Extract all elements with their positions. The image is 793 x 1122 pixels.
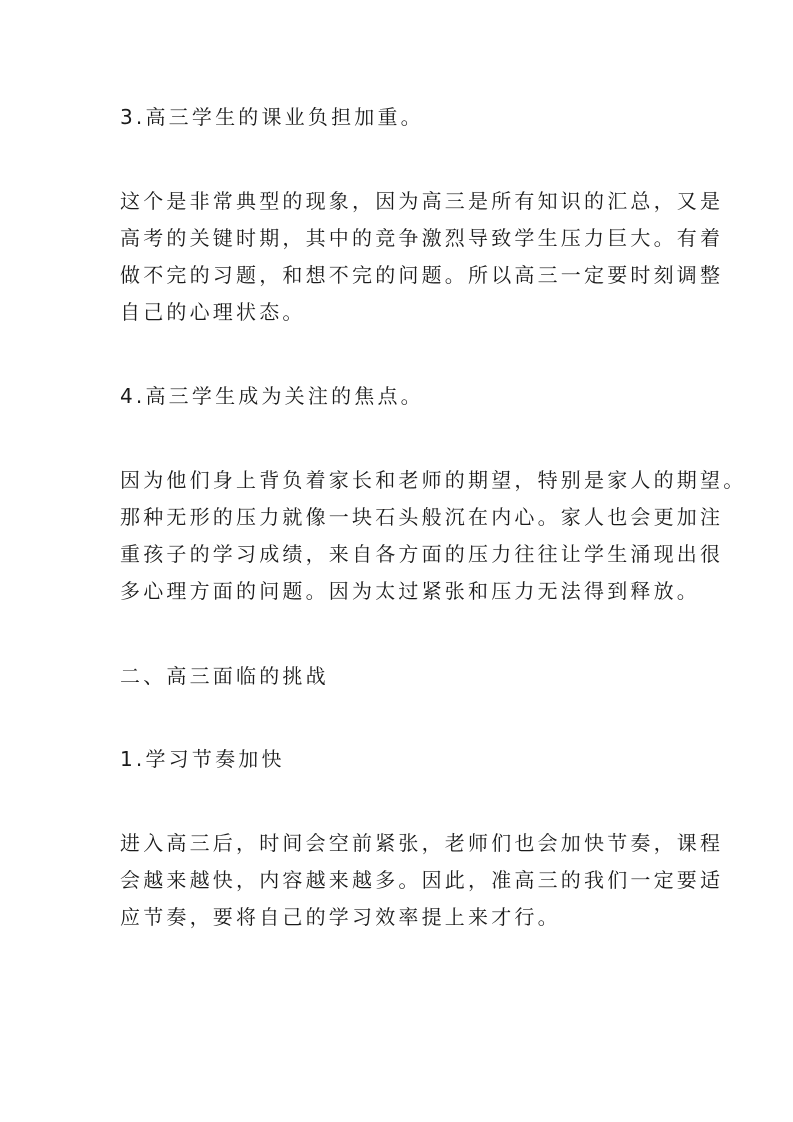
heading-item-3: 3.高三学生的课业负担加重。 [120, 105, 424, 129]
paragraph-item-4-line-2: 那种无形的压力就像一块石头般沉在内心。家人也会更加注 [120, 505, 724, 529]
heading-item-4: 4.高三学生成为关注的焦点。 [120, 384, 424, 408]
section-heading-part-2: 二、高三面临的挑战 [120, 664, 329, 688]
paragraph-item-4-line-4: 多心理方面的问题。因为太过紧张和压力无法得到释放。 [120, 579, 700, 603]
paragraph-item-3-line-4: 自己的心理状态。 [120, 300, 306, 324]
paragraph-item-1-line-3: 应节奏，要将自己的学习效率提上来才行。 [120, 905, 561, 929]
paragraph-item-1-line-1: 进入高三后，时间会空前紧张，老师们也会加快节奏，课程 [120, 831, 724, 855]
paragraph-item-3-line-1: 这个是非常典型的现象，因为高三是所有知识的汇总，又是 [120, 189, 724, 213]
paragraph-item-3-line-2: 高考的关键时期，其中的竞争激烈导致学生压力巨大。有着 [120, 226, 724, 250]
paragraph-item-3-line-3: 做不完的习题，和想不完的问题。所以高三一定要时刻调整 [120, 263, 724, 287]
paragraph-item-4-line-1: 因为他们身上背负着家长和老师的期望，特别是家人的期望。 [120, 468, 747, 492]
heading-item-1: 1.学习节奏加快 [120, 747, 285, 771]
paragraph-item-4-line-3: 重孩子的学习成绩，来自各方面的压力往往让学生涌现出很 [120, 542, 724, 566]
paragraph-item-1-line-2: 会越来越快，内容越来越多。因此，准高三的我们一定要适 [120, 868, 724, 892]
